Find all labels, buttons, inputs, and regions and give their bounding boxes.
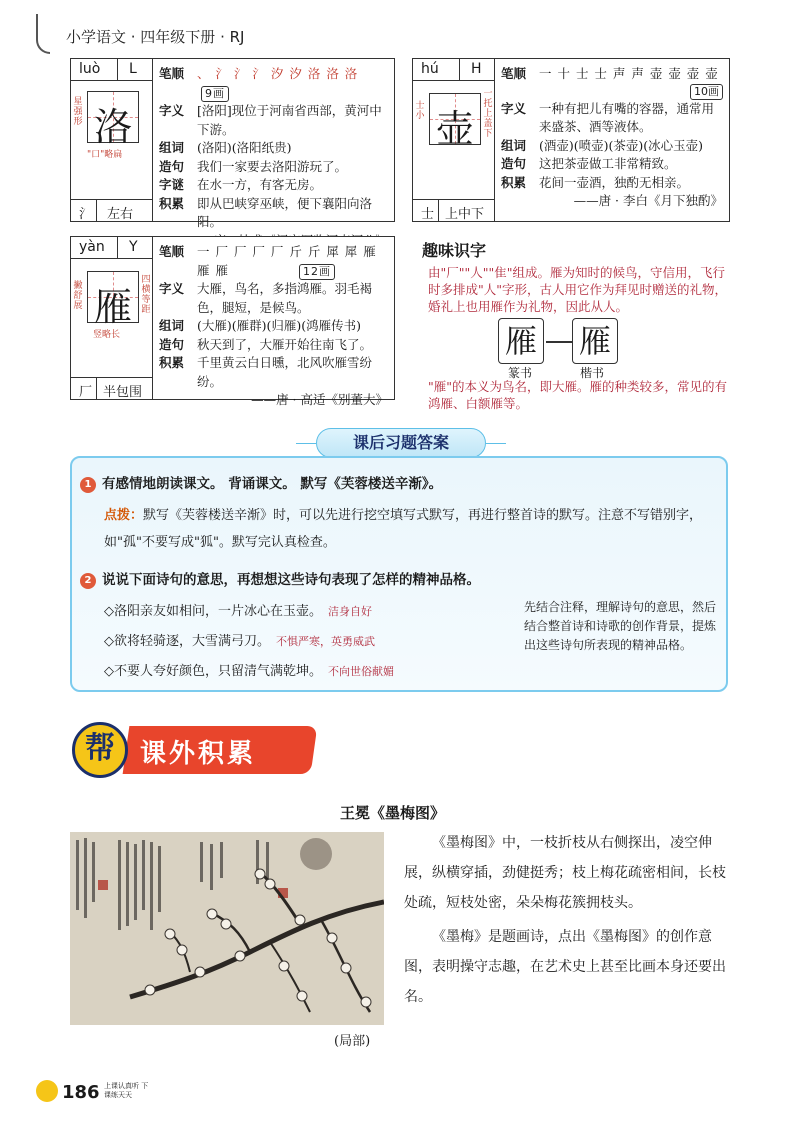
stroke-order: 一 厂 厂 厂 厂 斤 斤 犀 犀 雁 [197, 244, 377, 259]
entry-key: 造句 [159, 336, 185, 352]
poem-line [104, 660, 394, 679]
radical-row [413, 199, 495, 221]
entry-key: 字义 [501, 100, 527, 116]
entry-key: 组词 [159, 140, 185, 155]
char-grid [87, 271, 139, 329]
structure: 半包围 [103, 385, 143, 400]
stroke-order: 一 十 士 士 声 声 壶 壶 壶 壶 [539, 66, 719, 81]
regular-script-label: 楷书 [580, 366, 605, 380]
answer-side-tip: 先结合注释，理解诗句的意思，然后结合整首诗和诗歌的创作背景，提炼出这些诗句所表现的精神品格。 [524, 600, 717, 652]
entry-key: 造句 [159, 158, 185, 174]
big-char: 壶 [435, 107, 474, 151]
char-column [413, 81, 495, 201]
stroke-count: 10画 [690, 84, 723, 100]
entry-key: 字义 [159, 103, 185, 118]
poem-text: ◇欲将轻骑逐，大雪满弓刀。 [104, 634, 270, 649]
artwork-title: 王冕《墨梅图》 [340, 804, 446, 822]
entry-key: 字谜 [159, 177, 185, 192]
connector-line [546, 341, 572, 343]
entry-value: 我们一家要去洛阳游玩了。 [197, 158, 348, 174]
binder-mark [36, 14, 50, 54]
question-text: 有感情地朗读课文。 背诵课文。 默写《芙蓉楼送辛渐》。 [102, 476, 443, 492]
seal-script-label: 篆书 [508, 366, 533, 380]
stroke-count: 9画 [201, 86, 229, 102]
radical: 氵 [79, 207, 93, 222]
entry-value: (大雁)(雁群)(归雁)(鸿雁传书) [197, 318, 362, 333]
question-1 [80, 472, 442, 493]
radical-row [71, 199, 153, 221]
side-note: 星强形 [73, 97, 83, 127]
entry-value: (酒壶)(喷壶)(茶壶)(冰心玉壶) [539, 137, 704, 153]
card-body [501, 65, 723, 211]
fun-text-meaning: "雁"的本义为鸟名，即大雁。雁的种类较多，常见的有鸿雁、白额雁等。 [428, 379, 728, 411]
card-body [159, 243, 388, 410]
paragraph: 《墨梅》是题画诗，点出《墨梅图》的创作意图，表明操守志趣，在艺术史上甚至比画本身还要出名。 [404, 929, 726, 1005]
citation: ——唐 · 高适《别董大》 [251, 392, 388, 407]
fun-text-intro: 由"厂""人""隹"组成。雁为知时的候鸟，守信用，飞行时多排成"人"字形，古人用它作为拜见时赠送的礼物，婚礼上也用雁作为礼物，因此从人。 [428, 265, 728, 314]
side-note-left: 士小 [415, 101, 425, 121]
radical: 厂 [79, 385, 93, 400]
side-note-left: 撇舒展 [73, 281, 83, 311]
side-note-right: 四横等距 [141, 275, 151, 315]
char-card-hu [412, 58, 730, 222]
big-char: 洛 [93, 105, 132, 149]
structure: 左右 [107, 207, 134, 222]
poem-text: ◇不要人夸好颜色，只留清气满乾坤。 [104, 664, 322, 679]
stroke-count: 12画 [299, 264, 335, 280]
pinyin: yàn [79, 239, 105, 255]
regular-script-char: 雁 [572, 318, 618, 364]
pinyin-letter: H [471, 61, 482, 77]
entry-key: 造句 [501, 156, 527, 171]
entry-value: 千里黄云白日曛，北风吹雁雪纷纷。 [197, 355, 373, 389]
radical-row [71, 377, 153, 399]
under-note: 竖略长 [93, 330, 121, 340]
char-card-yan [70, 236, 395, 407]
entry-value: 一种有把儿有嘴的容器，通常用来盛茶、酒等液体。 [539, 100, 715, 134]
entry-value: 秋天到了，大雁开始往南飞了。 [197, 336, 373, 352]
plum-painting-image [70, 832, 384, 1025]
page-number: 186 [62, 1082, 100, 1103]
entry-value: (洛阳)(洛阳纸贵) [197, 140, 292, 155]
side-note-right: 一托上盖下 [483, 89, 493, 139]
card-body [159, 65, 388, 250]
char-column [71, 81, 153, 201]
stroke-row [159, 243, 388, 262]
char-grid [429, 93, 481, 151]
question-number: 2 [80, 573, 96, 589]
entry-key: 组词 [501, 137, 527, 153]
pinyin-letter: L [129, 61, 137, 77]
fun-section-title: 趣味识字 [422, 241, 487, 260]
extra-badge: 帮 [72, 722, 128, 778]
stroke-row [159, 65, 388, 102]
tip-block [104, 502, 720, 556]
poem-line [104, 630, 375, 649]
poem-text: ◇洛阳亲友如相问，一片冰心在玉壶。 [104, 604, 322, 619]
entry-value: 大雁，鸟名，多指鸿雁。羽毛褐色，腿短，是候鸟。 [197, 281, 373, 315]
pinyin-row [71, 59, 153, 81]
radical: 士 [421, 207, 435, 222]
book-title: 小学语文 · 四年级下册 · RJ [66, 28, 245, 46]
poem-note: 不向世俗献媚 [328, 665, 394, 678]
question-number: 1 [80, 477, 96, 493]
stroke-label: 笔顺 [159, 244, 185, 259]
page-header [36, 14, 776, 54]
pinyin-row [71, 237, 153, 259]
stroke-label: 笔顺 [159, 66, 185, 81]
under-note: "口"略扁 [87, 150, 123, 160]
artwork-description [404, 828, 730, 1016]
structure: 上中下 [445, 207, 485, 222]
footer-slogan: 上课认真听 下课练天天 [104, 1082, 149, 1099]
char-card-luo [70, 58, 395, 229]
entry-key: 字义 [159, 281, 185, 296]
entry-value: 这把茶壶做工非常精致。 [539, 156, 677, 171]
tip-text: 默写《芙蓉楼送辛渐》时，可以先进行挖空填写式默写，再进行整首诗的默写。注意不写错别字，如"孤"不要写成"狐"。默写完认真检查。 [104, 508, 703, 550]
question-text: 说说下面诗句的意思，再想想这些诗句表现了怎样的精神品格。 [102, 572, 480, 588]
entry-value: 即从巴峡穿巫峡，便下襄阳向洛阳。 [197, 195, 373, 229]
entry-key: 积累 [159, 355, 185, 370]
char-column [71, 259, 153, 379]
entry-value: [洛阳]现位于河南省西部，黄河中下游。 [197, 103, 382, 137]
pinyin: hú [421, 61, 439, 77]
answers-box [70, 456, 728, 692]
entry-key: 积累 [501, 174, 527, 190]
paragraph: 《墨梅图》中，一枝折枝从右侧探出，凌空伸展，纵横穿插，劲健挺秀；枝上梅花疏密相间，长枝处疏，短枝处密，朵朵梅花簇拥枝头。 [404, 835, 726, 911]
plum-branch-illustration [70, 832, 384, 1025]
char-grid [87, 91, 139, 149]
pinyin-row [413, 59, 495, 81]
tip-label: 点拨： [104, 508, 144, 523]
entry-value: 在水一方，有客无房。 [197, 177, 323, 192]
extra-title: 课外积累 [140, 739, 257, 769]
poem-note: 不惧严寒，英勇威武 [276, 635, 375, 648]
seal-script-char: 雁 [498, 318, 544, 364]
pinyin-letter: Y [129, 239, 138, 255]
stroke-row [501, 65, 723, 84]
answers-banner-label: 课后习题答案 [316, 428, 486, 458]
stroke-order-continued: 雁 雁 [197, 262, 229, 278]
entry-value: 花间一壶酒，独酌无相亲。 [539, 174, 690, 190]
entry-key: 积累 [159, 195, 185, 211]
poem-line [104, 600, 372, 619]
mascot-icon [36, 1080, 58, 1102]
stroke-label: 笔顺 [501, 66, 527, 81]
citation: ——唐 · 李白《月下独酌》 [573, 193, 723, 208]
question-2 [80, 568, 480, 589]
pinyin: luò [79, 61, 101, 77]
poem-note: 洁身自好 [328, 605, 372, 618]
entry-key: 组词 [159, 318, 185, 333]
stroke-order: 、 氵 氵 氵 汐 汐 洛 洛 洛 [197, 66, 359, 81]
big-char: 雁 [93, 285, 132, 329]
painting-caption: (局部) [334, 1034, 371, 1049]
